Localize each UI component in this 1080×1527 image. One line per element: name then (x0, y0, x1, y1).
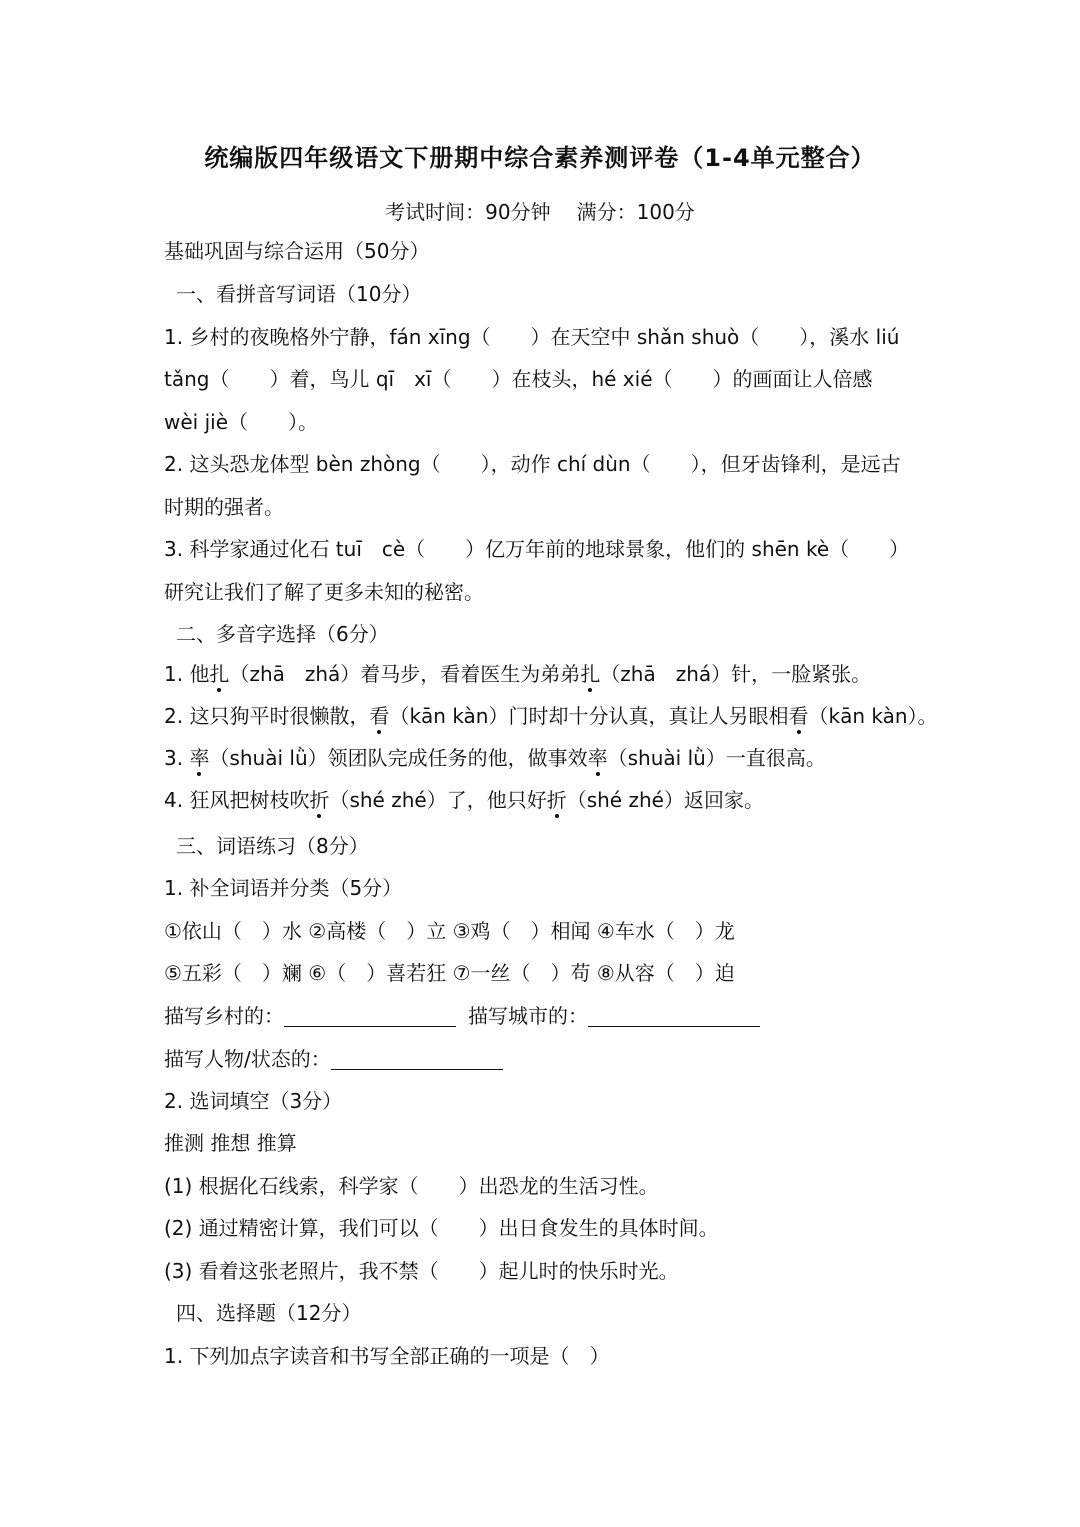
s3-classify-row2 (164, 1046, 924, 1072)
person-label: 描写人物/状态的： (164, 1047, 331, 1071)
s3-classify-row1 (164, 1003, 924, 1029)
s3-sub1: 1. 补全词语并分类（5分） (164, 876, 403, 900)
s3-idiom-row2: ⑤五彩（ ）斓 ⑥（ ）喜若狂 ⑦一丝（ ）苟 ⑧从容（ ）迫 (164, 961, 735, 985)
city-label: 描写城市的： (468, 1004, 588, 1028)
s3-fill1: (1) 根据化石线索，科学家（ ）出恐龙的生活习性。 (164, 1174, 659, 1198)
section3-heading: 三、词语练习（8分） (176, 834, 369, 858)
s1-q3-line1: 3. 科学家通过化石 tuī cè（ ）亿万年前的地球景象，他们的 shēn kè（ ） (164, 537, 910, 561)
exam-time: 考试时间：90分钟 (385, 200, 551, 224)
s3-idiom-row1: ①依山（ ）水 ②高楼（ ）立 ③鸡（ ）相闻 ④车水（ ）龙 (164, 919, 735, 943)
exam-info (0, 196, 1080, 225)
s2-q3: 3. 率（shuài lǜ）领团队完成任务的他，做事效率（shuài lǜ）一直很高。 (164, 746, 826, 770)
s4-q1: 1. 下列加点字读音和书写全部正确的一项是（ ） (164, 1344, 610, 1368)
s1-q1-line1: 1. 乡村的夜晚格外宁静，fán xīng（ ）在天空中 shǎn shuò（ ），溪水 liú (164, 325, 900, 349)
s1-q1-line3: wèi jiè（ ）。 (164, 410, 318, 434)
section2-heading: 二、多音字选择（6分） (176, 622, 389, 646)
s3-word-bank: 推测 推想 推算 (164, 1131, 297, 1155)
s1-q2-line2: 时期的强者。 (164, 495, 284, 519)
rural-answer-blank[interactable] (284, 1006, 456, 1027)
s3-fill2: (2) 通过精密计算，我们可以（ ）出日食发生的具体时间。 (164, 1216, 719, 1240)
s3-sub2: 2. 选词填空（3分） (164, 1089, 343, 1113)
s3-fill3: (3) 看着这张老照片，我不禁（ ）起儿时的快乐时光。 (164, 1259, 679, 1283)
city-answer-blank[interactable] (588, 1006, 760, 1027)
part-title: 基础巩固与综合运用（50分） (164, 239, 430, 263)
s2-q1: 1. 他扎（zhā zhá）着马步，看着医生为弟弟扎（zhā zhá）针，一脸紧张。 (164, 662, 872, 686)
page-title: 统编版四年级语文下册期中综合素养测评卷（1-4单元整合） (204, 144, 876, 172)
s1-q3-line2: 研究让我们了解了更多未知的秘密。 (164, 580, 484, 604)
section4-heading: 四、选择题（12分） (176, 1301, 362, 1325)
full-score: 满分：100分 (576, 200, 695, 224)
s2-q2: 2. 这只狗平时很懒散，看（kān kàn）门时却十分认真，真让人另眼相看（kān kàn）。 (164, 704, 938, 728)
person-answer-blank[interactable] (331, 1049, 503, 1070)
s1-q2-line1: 2. 这头恐龙体型 bèn zhòng（ ），动作 chí dùn（ ），但牙齿锋利，是远古 (164, 452, 901, 476)
s2-q4: 4. 狂风把树枝吹折（shé zhé）了，他只好折（shé zhé）返回家。 (164, 788, 764, 812)
section1-heading: 一、看拼音写词语（10分） (176, 282, 422, 306)
rural-label: 描写乡村的： (164, 1004, 284, 1028)
s1-q1-line2: tǎng（ ）着，鸟儿 qī xī（ ）在枝头，hé xié（ ）的画面让人倍感 (164, 367, 873, 391)
